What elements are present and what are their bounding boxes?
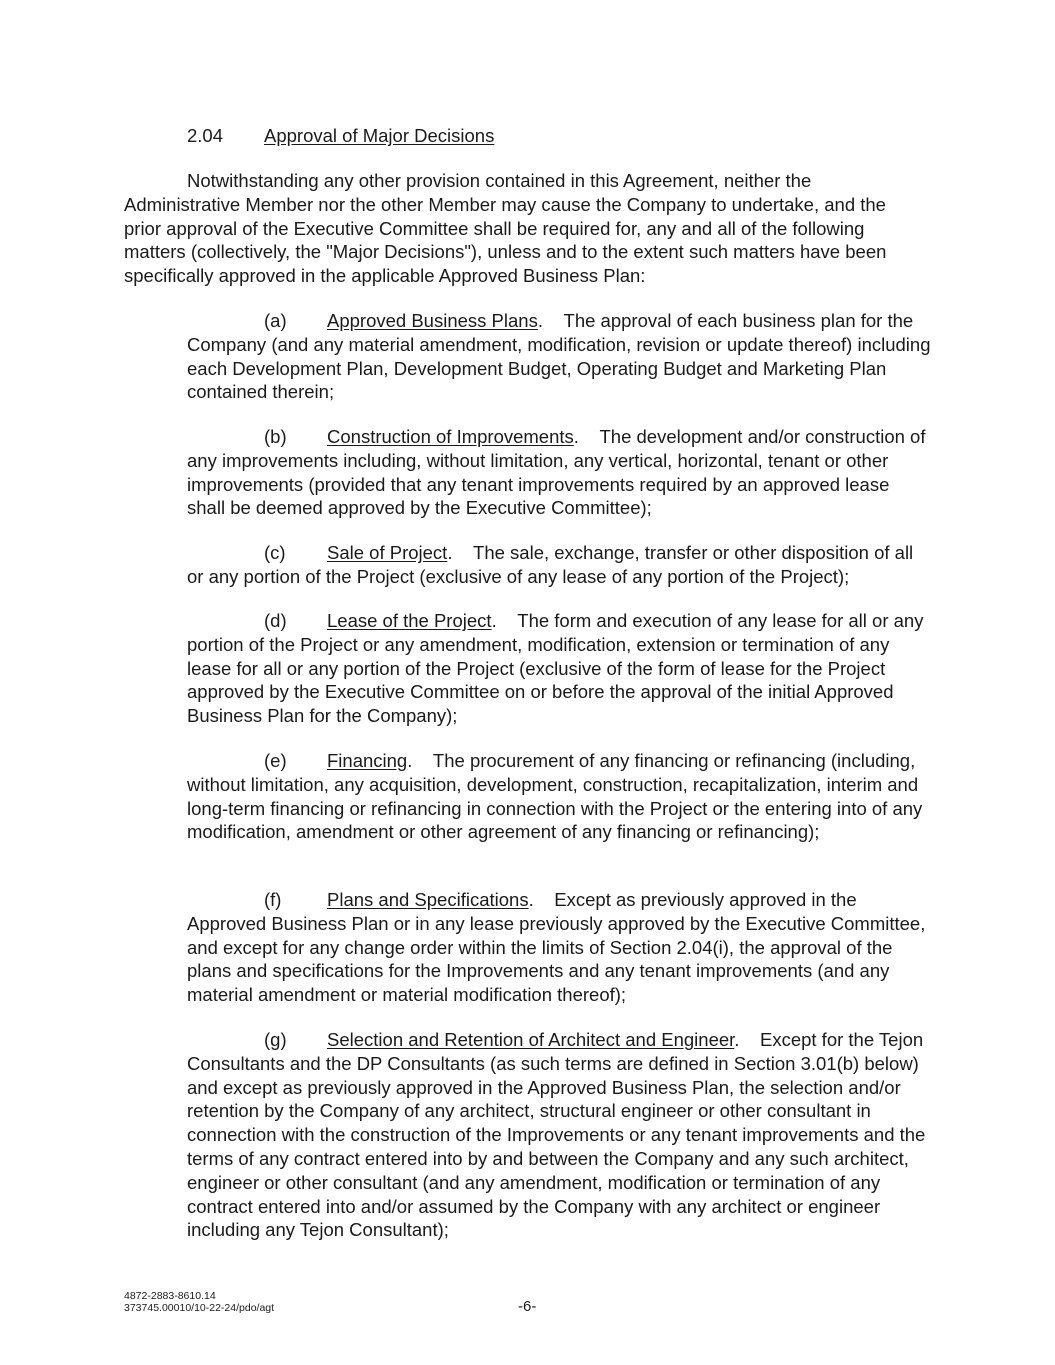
item-a-title: Approved Business Plans <box>327 310 538 331</box>
item-e-title: Financing <box>327 750 408 771</box>
item-c-title: Sale of Project <box>327 542 448 563</box>
item-f-text: Except as previously approved in the Approved Business Plan or in any lease previously approved by the Executive Committee, and except for any change order within the limits of Section 2.04(i), the approval of the plans and specifications for the Improvements and any tenant improvements (and any material amendment or material modification thereof); <box>187 889 926 1006</box>
item-a-text: The approval of each business plan for the Company (and any material amendment, modification, revision or update thereof) including each Development Plan, Development Budget, Operating Budget and Marketing Plan contained therein; <box>187 310 931 403</box>
item-d-text: The form and execution of any lease for all or any portion of the Project or any amendment, modification, extension or termination of any lease for all or any portion of the Project (exclusive of the form of lease for the Project approved by the Executive Committee on or before the approval of the initial Approved Business Plan for the Company); <box>187 610 924 727</box>
item-f: (f) Plans and Specifications. Except as previously approved in the Approved Business Plan or in any lease previously approved by the Executive Committee, and except for any change order within the limits of Section 2.04(i), the approval of the plans and specifications for the Improvements and any tenant improvements (and any material amendment or material modification thereof); <box>187 889 926 1006</box>
item-g-marker: (g) <box>264 1029 287 1050</box>
item-c-text: The sale, exchange, transfer or other disposition of all or any portion of the Project (exclusive of any lease of any portion of the Project); <box>187 542 914 587</box>
item-e-text: The procurement of any financing or refinancing (including, without limitation, any acquisition, development, construction, recapitalization, interim and long-term financing or refinancing in connection with the Project or the entering into of any modification, amendment or other agreement of any financing or refinancing); <box>187 750 923 843</box>
item-d-marker: (d) <box>264 610 287 631</box>
footer-doc-id: 4872-2883-8610.14 <box>124 1290 216 1302</box>
item-b-text: The development and/or construction of any improvements including, without limitation, any vertical, horizontal, tenant or other improvements (provided that any tenant improvements required by an approved lease shall be deemed approved by the Executive Committee); <box>187 426 926 519</box>
item-a-marker: (a) <box>264 310 287 331</box>
item-b-marker: (b) <box>264 426 287 447</box>
item-e: (e) Financing. The procurement of any financing or refinancing (including, without limitation, any acquisition, development, construction, recapitalization, interim and long-term financing or refinancing in connection with the Project or the entering into of any modification, amendment or other agreement of any financing or refinancing); <box>187 750 923 843</box>
item-f-marker: (f) <box>264 889 282 910</box>
item-d: (d) Lease of the Project. The form and execution of any lease for all or any portion of the Project or any amendment, modification, extension or termination of any lease for all or any portion of the Project (exclusive of the form of lease for the Project approved by the Executive Committee on or before the approval of the initial Approved Business Plan for the Company); <box>187 610 924 727</box>
section-heading <box>187 124 494 148</box>
item-b-title: Construction of Improvements <box>327 426 574 447</box>
item-a: (a) Approved Business Plans. The approval of each business plan for the Company (and any material amendment, modification, revision or update thereof) including each Development Plan, Development Budget, Operating Budget and Marketing Plan contained therein; <box>187 310 931 403</box>
item-e-marker: (e) <box>264 750 287 771</box>
page-number: -6- <box>518 1298 537 1315</box>
item-c: (c) Sale of Project. The sale, exchange, transfer or other disposition of all or any portion of the Project (exclusive of any lease of any portion of the Project); <box>187 542 914 587</box>
section-title: Approval of Major Decisions <box>264 125 495 146</box>
item-g-text: Except for the Tejon Consultants and the DP Consultants (as such terms are defined in Section 3.01(b) below) and except as previously approved in the Approved Business Plan, the selection and/or retention by the Company of any architect, structural engineer or other consultant in connection with the construction of the Improvements or any tenant improvements and the terms of any contract entered into by and between the Company and any such architect, engineer or other consultant (and any amendment, modification or termination of any contract entered into and/or assumed by the Company with any architect or engineer including any Tejon Consultant); <box>187 1029 926 1241</box>
section-number: 2.04 <box>187 125 224 146</box>
item-g: (g) Selection and Retention of Architect and Engineer. Except for the Tejon Consultants and the DP Consultants (as such terms are defined in Section 3.01(b) below) and except as previously approved in the Approved Business Plan, the selection and/or retention by the Company of any architect, structural engineer or other consultant in connection with the construction of the Improvements or any tenant improvements and the terms of any contract entered into by and between the Company and any such architect, engineer or other consultant (and any amendment, modification or termination of any contract entered into and/or assumed by the Company with any architect or engineer including any Tejon Consultant); <box>187 1029 926 1241</box>
item-f-title: Plans and Specifications <box>327 889 529 910</box>
intro-paragraph: Notwithstanding any other provision contained in this Agreement, neither the Administrative Member nor the other Member may cause the Company to undertake, and the prior approval of the Executive Committee shall be required for, any and all of the following matters (collectively, the "Major Decisions"), unless and to the extent such matters have been specifically approved in the applicable Approved Business Plan: <box>124 170 887 287</box>
item-d-title: Lease of the Project <box>327 610 492 631</box>
item-b: (b) Construction of Improvements. The development and/or construction of any improvements including, without limitation, any vertical, horizontal, tenant or other improvements (provided that any tenant improvements required by an approved lease shall be deemed approved by the Executive Committee); <box>187 426 926 519</box>
item-g-title: Selection and Retention of Architect and Engineer <box>327 1029 735 1050</box>
footer-document-ids <box>124 1290 274 1314</box>
footer-matter-id: 373745.00010/10-22-24/pdo/agt <box>124 1302 275 1314</box>
item-c-marker: (c) <box>264 542 286 563</box>
